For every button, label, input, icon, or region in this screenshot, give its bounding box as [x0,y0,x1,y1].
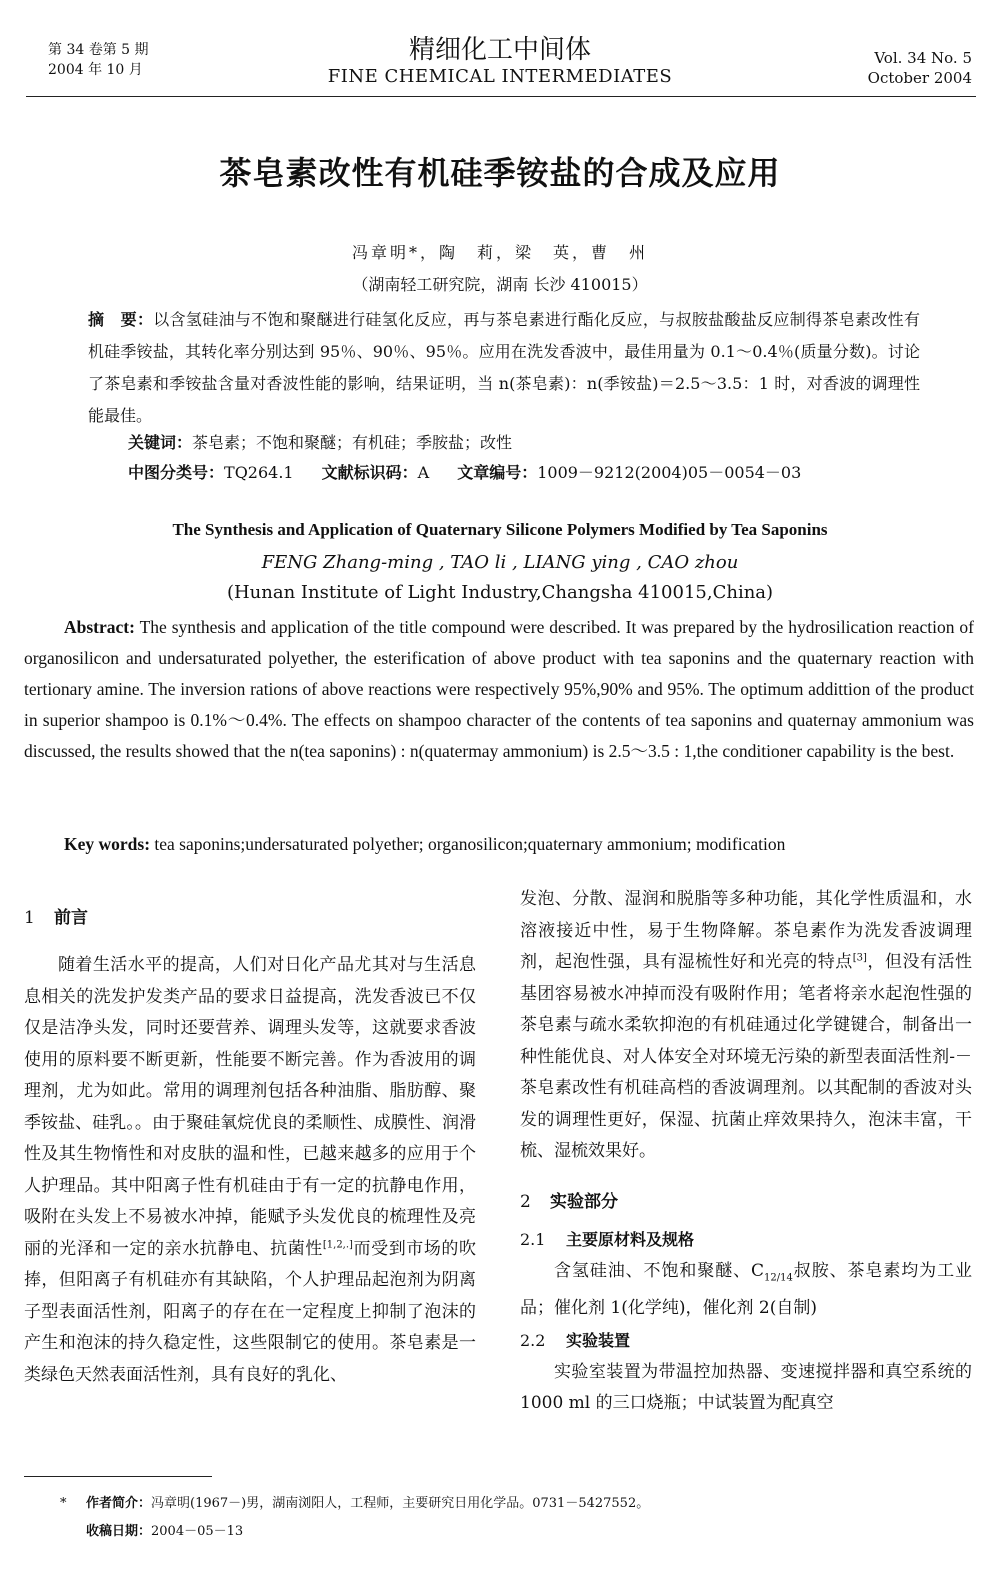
abstract-en-text: The synthesis and application of the title compound were described. It was prepared by the hydrosilication reaction of organosilicon and undersaturated polyether, the esterification of above product with tea saponins and the quaternary reaction with tertionary amine. The inversion rations of above reactions were respectively 95%,90% and 95%. The optimum addittion of the product in superior shampoo is 0.1%～0.4%. The effects on shampoo character of the contents of tea saponins and quaternay ammonium was discussed, the results showed that the n(tea saponins) : n(quatermay ammonium) is 2.5～3.5 : 1,the conditioner capability is the best. [24,617,974,761]
footnote-author-label: 作者简介： [86,1496,152,1511]
intro-text-part-2: 而受到市场的吹捧，但阳离子有机硅亦有其缺陷，个人护理品起泡剂为阴离子型表面活性剂，阳离子的存在在一定程度上抑制了泡沫的产生和泡沫的持久稳定性，这些限制它的使用。茶皂素是一类绿色天然表面活性剂，具有良好的乳化、 [24,1238,477,1385]
article-title-en: The Synthesis and Application of Quaternary Silicone Polymers Modified by Tea Saponins [172,520,828,539]
subsection-2-2-number: 2.2 [520,1330,546,1350]
materials-text-1: 含氢硅油、不饱和聚醚、C [554,1260,765,1281]
date-en: October 2004 [867,69,972,87]
keywords-en-text: tea saponins;undersaturated polyether; organosilicon;quaternary ammonium; modification [154,834,786,854]
subsection-2-1-heading [520,1224,972,1256]
footnote-author-text: 冯章明(1967－)男，湖南浏阳人，工程师，主要研究日用化学品。0731－5427552。 [151,1496,650,1511]
affiliation-en: (Hunan Institute of Light Industry,Changsha 410015,China) [226,582,774,603]
citation-3: [3] [852,952,867,964]
subsection-2-1-title: 主要原材料及规格 [566,1229,695,1249]
issue-en: Vol. 34 No. 5 [874,49,972,67]
abstract-en-label: Abstract: [64,617,135,637]
abstract-cn-text: 以含氢硅油与不饱和聚醚进行硅氢化反应，再与茶皂素进行酯化反应，与叔胺盐酸盐反应制得茶皂素改性有机硅季铵盐，其转化率分别达到 95％、90％、95％。应用在洗发香波中，最佳用量为 0.1～0.4％(质量分数)。讨论了茶皂素和季铵盐含量对香波性能的影响，结果证明，当 n(茶皂素)：n(季铵盐)＝2.5～3.5：1 时，对香波的调理性能最佳。 [88,310,920,425]
intro-text-part-1: 随着生活水平的提高，人们对日化产品尤其对与生活息息相关的洗发护发类产品的要求日益提高，洗发香波已不仅仅是洁净头发，同时还要营养、调理头发等，这就要求香波使用的原料要不断更新，性能要不断完善。作为香波用的调理剂，尤为如此。常用的调理剂包括各种油脂、脂肪醇、聚季铵盐、硅乳。。由于聚硅氧烷优良的柔顺性、成膜性、润滑性及其生物惰性和对皮肤的温和性，已越来越多的应用于个人护理品。其中阳离子性有机硅由于有一定的抗静电作用，吸附在头发上不易被水冲掉，能赋予头发优良的梳理性及亮丽的光泽和一定的亲水抗静电、抗菌性 [24,955,476,1259]
authors-cn: 冯章明*，陶 莉，梁 英，曹 州 [351,243,648,262]
apparatus-paragraph: 实验室装置为带温控加热器、变速搅拌器和真空系统的 1000 ml 的三口烧瓶；中试装置为配真空 [520,1361,972,1414]
intro-paragraph-2 [520,884,972,1168]
footnote-author [60,1494,649,1514]
keywords-en [64,830,984,858]
subsection-2-2-heading [520,1325,972,1357]
classification-line [128,458,968,488]
materials-paragraph [520,1256,972,1325]
intro-paragraph-1 [24,950,476,1391]
article-number-value: 1009－9212(2004)05－0054－03 [537,463,802,482]
header-right [868,48,972,88]
issue-cn: 第 34 卷第 5 期 [48,42,149,58]
affiliation-cn: （湖南轻工研究院，湖南 长沙 410015） [352,275,648,294]
subsection-2-1-number: 2.1 [520,1229,546,1249]
received-date-label: 收稿日期： [86,1524,152,1539]
body-column-right [520,884,972,1420]
footnote-rule [24,1476,212,1477]
keywords-en-label: Key words: [64,834,151,854]
doc-code-value: A [417,463,430,482]
body-column-left [24,900,476,1391]
citation-1-2: [1,2,.] [322,1238,353,1250]
journal-masthead [0,34,1000,88]
section-1-title: 前言 [54,908,88,928]
footnote-received [86,1522,243,1542]
intro-text-part-4: ，但没有活性基团容易被水冲掉而没有吸附作用；笔者将亲水起泡性强的茶皂素与疏水柔软抑泡的有机硅通过化学键键合，制备出一种性能优良、对人体安全对环境无污染的新型表面活性剂-－茶皂素改性有机硅高档的香波调理剂。以其配制的香波对头发的调理性更好，保湿、抗菌止痒效果持久，泡沫丰富，干梳、湿梳效果好。 [520,952,973,1161]
abstract-en [24,612,974,767]
received-date-value: 2004－05－13 [151,1524,244,1539]
subsection-2-2-title: 实验装置 [566,1330,631,1350]
authors-en: FENG Zhang-ming , TAO li , LIANG ying , CAO zhou [261,552,739,573]
footnote-mark: * [60,1496,67,1511]
article-title-cn: 茶皂素改性有机硅季铵盐的合成及应用 [219,154,781,192]
section-2-number: 2 [520,1191,531,1212]
article-number-label: 文章编号： [457,463,538,482]
journal-title-cn: 精细化工中间体 [408,35,591,65]
section-2-title: 实验部分 [550,1191,618,1212]
materials-text-2: 叔胺、茶皂素均为工业品；催化剂 1(化学纯)，催化剂 2(自制) [520,1260,972,1319]
journal-title-en: FINE CHEMICAL INTERMEDIATES [327,66,673,87]
section-1-number: 1 [24,908,35,928]
keywords-cn-text: 茶皂素；不饱和聚醚；有机硅；季胺盐；改性 [192,433,513,452]
date-cn: 2004 年 10 月 [48,62,143,78]
clc-label: 中图分类号： [128,463,225,482]
intro-text-part-3: 发泡、分散、湿润和脱脂等多种功能，其化学性质温和，水溶液接近中性，易于生物降解。茶皂素作为洗发香波调理剂，起泡性强，具有湿梳性好和光亮的特点 [520,889,972,972]
section-2-heading [520,1184,972,1220]
section-1-heading [24,900,476,936]
doc-code-label: 文献标识码： [321,463,418,482]
carbon-subscript: 12/14 [764,1271,793,1283]
abstract-cn-label: 摘 要： [88,310,154,329]
clc-value: TQ264.1 [224,463,294,482]
abstract-cn [88,304,920,432]
keywords-cn [128,428,928,458]
header-rule [26,96,976,97]
keywords-cn-label: 关键词： [128,433,193,452]
